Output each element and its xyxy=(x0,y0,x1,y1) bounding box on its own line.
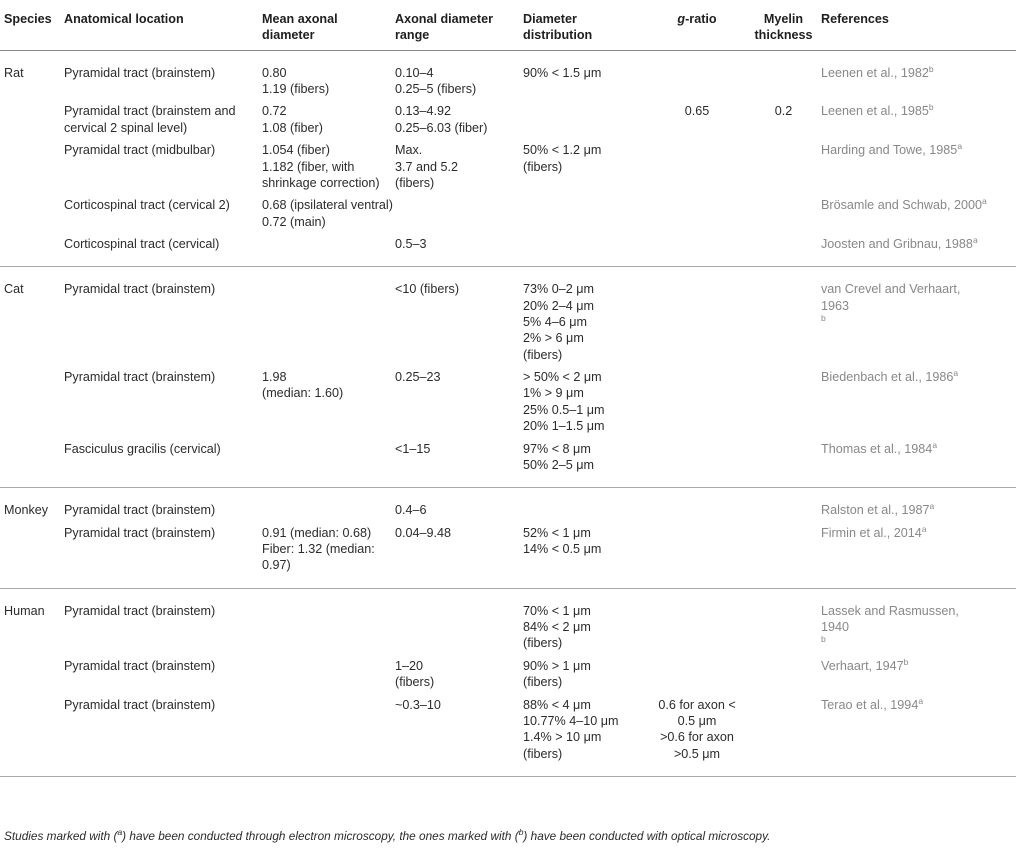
cell-reference: Thomas et al., 1984$^a$ xyxy=(817,441,1016,488)
header-references: References xyxy=(817,0,1016,50)
table-row xyxy=(0,50,1016,103)
cell-reference: Lassek and Rasmussen, 1940 $^b$ xyxy=(821,603,959,645)
cell-myelin-thickness xyxy=(750,488,817,525)
reference-marker: a xyxy=(921,523,927,534)
reference-marker: a xyxy=(929,501,935,512)
cell-mean-diameter: 1.054 (fiber) 1.182 (fiber, with shrinkage correction) xyxy=(262,143,380,190)
reference-marker: b xyxy=(928,102,934,113)
cell-species xyxy=(0,236,60,267)
cell-myelin-thickness xyxy=(750,197,817,236)
cell-species: Monkey xyxy=(4,503,49,518)
cell-myelin-thickness xyxy=(750,697,817,777)
cell-location: Pyramidal tract (brainstem and cervical 2 spinal level) xyxy=(64,104,236,135)
cell-diameter-range: ~0.3–10 xyxy=(391,697,519,777)
cell-reference: Brösamle and Schwab, 2000$^a$ xyxy=(821,196,987,213)
cell-distribution: 90% > 1 μm (fibers) xyxy=(523,658,591,690)
cell-distribution: 90% < 1.5 μm xyxy=(523,65,602,80)
cell-species xyxy=(0,142,60,197)
cell-diameter-range: <10 (fibers) xyxy=(395,282,460,297)
reference-marker: a xyxy=(957,141,963,152)
cell-location: Corticospinal tract (cervical) xyxy=(60,236,258,267)
cell-mean-diameter xyxy=(258,488,391,525)
table-row xyxy=(0,658,1016,697)
cell-species xyxy=(0,369,60,440)
header-gratio: g-ratio xyxy=(644,0,750,50)
table-body xyxy=(0,50,1016,776)
table-row xyxy=(0,697,1016,777)
cell-reference: Joosten and Gribnau, 1988$^a$ xyxy=(817,236,1016,267)
cell-distribution: 73% 0–2 μm 20% 2–4 μm 5% 4–6 μm 2% > 6 μm (fibers) xyxy=(523,282,594,362)
cell-mean-diameter: 0.91 (median: 0.68) Fiber: 1.32 (median: 0.97) xyxy=(258,525,391,589)
table-row xyxy=(0,236,1016,267)
cell-distribution xyxy=(519,197,644,236)
cell-mean-diameter: 0.68 (ipsilateral ventral) 0.72 (main) xyxy=(262,198,393,229)
cell-mean-diameter xyxy=(258,441,391,488)
reference-marker: a xyxy=(918,695,924,706)
cell-species xyxy=(0,197,60,236)
cell-diameter-range xyxy=(391,197,519,236)
reference-marker: b xyxy=(928,63,934,74)
cell-mean-diameter xyxy=(258,588,391,658)
cell-g-ratio xyxy=(644,488,750,525)
cell-diameter-range xyxy=(391,588,519,658)
cell-reference: Terao et al., 1994$^a$ xyxy=(817,697,1016,777)
cell-mean-diameter: 0.72 1.08 (fiber) xyxy=(262,104,323,135)
cell-reference: Ralston et al., 1987$^a$ xyxy=(821,501,935,518)
cell-diameter-range: 0.10–4 0.25–5 (fibers) xyxy=(395,65,477,97)
cell-diameter-range: 0.04–9.48 xyxy=(391,525,519,589)
cell-distribution: 97% < 8 μm 50% 2–5 μm xyxy=(519,441,644,488)
cell-diameter-range: 0.13–4.92 0.25–6.03 (fiber) xyxy=(395,104,488,135)
cell-myelin-thickness xyxy=(750,369,817,440)
cell-species xyxy=(0,697,60,777)
cell-g-ratio xyxy=(644,142,750,197)
reference-marker: a xyxy=(953,368,959,379)
reference-marker: a xyxy=(982,196,987,207)
cell-distribution xyxy=(519,488,644,525)
cell-location: Pyramidal tract (brainstem) xyxy=(64,370,216,385)
table-row xyxy=(0,525,1016,589)
cell-g-ratio: 0.6 for axon < 0.5 μm >0.6 for axon >0.5 μm xyxy=(644,697,750,777)
cell-reference: Leenen et al., 1982$^b$ xyxy=(821,63,934,80)
table-row xyxy=(0,267,1016,369)
cell-species xyxy=(0,525,60,589)
cell-myelin-thickness xyxy=(750,588,817,658)
reference-marker: a xyxy=(932,439,938,450)
table-row xyxy=(0,103,1016,142)
cell-reference: Biedenbach et al., 1986$^a$ xyxy=(821,368,959,385)
cell-species: Human xyxy=(4,603,45,618)
cell-g-ratio xyxy=(644,658,750,697)
header-myelin: Myelin thickness xyxy=(750,0,817,50)
header-distribution: Diameter distribution xyxy=(519,0,644,50)
cell-location: Pyramidal tract (brainstem) xyxy=(64,503,216,518)
cell-mean-diameter xyxy=(258,236,391,267)
cell-diameter-range: 0.25–23 xyxy=(395,370,441,385)
cell-distribution xyxy=(519,103,644,142)
cell-distribution: 88% < 4 μm 10.77% 4–10 μm 1.4% > 10 μm (fibers) xyxy=(519,697,644,777)
cell-distribution xyxy=(519,236,644,267)
cell-myelin-thickness xyxy=(750,267,817,369)
cell-distribution: 52% < 1 μm 14% < 0.5 μm xyxy=(519,525,644,589)
cell-location: Corticospinal tract (cervical 2) xyxy=(64,198,230,213)
cell-myelin-thickness xyxy=(750,441,817,488)
cell-distribution: 70% < 1 μm 84% < 2 μm (fibers) xyxy=(523,603,591,651)
cell-g-ratio xyxy=(644,588,750,658)
cell-g-ratio xyxy=(644,267,750,369)
cell-location: Pyramidal tract (midbulbar) xyxy=(64,143,216,158)
table-row xyxy=(0,142,1016,197)
cell-myelin-thickness: 0.2 xyxy=(774,104,793,119)
cell-g-ratio xyxy=(644,441,750,488)
table-row xyxy=(0,441,1016,488)
cell-mean-diameter: 1.98 (median: 1.60) xyxy=(262,370,344,401)
cell-g-ratio: 0.65 xyxy=(684,104,710,119)
cell-location: Pyramidal tract (brainstem) xyxy=(64,282,216,297)
cell-g-ratio xyxy=(644,525,750,589)
reference-marker: b xyxy=(821,634,826,645)
cell-location: Pyramidal tract (brainstem) xyxy=(64,658,216,673)
cell-location: Pyramidal tract (brainstem) xyxy=(60,697,258,777)
cell-diameter-range: 0.4–6 xyxy=(395,503,427,518)
cell-location: Pyramidal tract (brainstem) xyxy=(64,603,216,618)
cell-mean-diameter: 0.80 1.19 (fibers) xyxy=(262,65,330,97)
cell-diameter-range: 0.5–3 xyxy=(391,236,519,267)
table-row xyxy=(0,369,1016,440)
cell-reference: van Crevel and Verhaart, 1963 $^b$ xyxy=(821,282,961,324)
cell-g-ratio xyxy=(644,50,750,103)
header-range: Axonal diameter range xyxy=(391,0,519,50)
table-row xyxy=(0,197,1016,236)
table-row xyxy=(0,588,1016,658)
cell-reference: Leenen et al., 1985$^b$ xyxy=(821,102,934,119)
cell-diameter-range: 1–20 (fibers) xyxy=(395,658,435,690)
header-species: Species xyxy=(0,0,60,50)
cell-distribution: 50% < 1.2 μm (fibers) xyxy=(523,143,602,174)
cell-species xyxy=(0,441,60,488)
cell-reference: Harding and Towe, 1985$^a$ xyxy=(821,141,963,158)
reference-marker: b xyxy=(821,313,826,324)
cell-mean-diameter xyxy=(258,267,391,369)
reference-marker: a xyxy=(972,234,978,245)
cell-reference: Firmin et al., 2014$^a$ xyxy=(817,525,1016,589)
reference-marker: b xyxy=(903,656,909,667)
cell-g-ratio xyxy=(644,236,750,267)
cell-species: Cat xyxy=(4,282,24,297)
table-footnote: Studies marked with ($^a$) have been conducted through electron microscopy, the ones marked with ($^b$) have been conducted with optical microscopy. xyxy=(4,827,771,843)
cell-diameter-range: Max. 3.7 and 5.2 (fibers) xyxy=(395,143,459,190)
cell-myelin-thickness xyxy=(750,525,817,589)
table-header xyxy=(0,0,1016,50)
cell-distribution: > 50% < 2 μm 1% > 9 μm 25% 0.5–1 μm 20% 1–1.5 μm xyxy=(523,370,605,434)
cell-species xyxy=(0,658,60,697)
cell-mean-diameter xyxy=(258,697,391,777)
cell-g-ratio xyxy=(644,369,750,440)
header-mean: Mean axonal diameter xyxy=(258,0,391,50)
cell-location: Pyramidal tract (brainstem) xyxy=(64,65,216,80)
cell-diameter-range: <1–15 xyxy=(391,441,519,488)
header-location: Anatomical location xyxy=(60,0,258,50)
cell-myelin-thickness xyxy=(750,142,817,197)
cell-myelin-thickness xyxy=(750,658,817,697)
cell-reference: Verhaart, 1947$^b$ xyxy=(821,656,909,673)
cell-location: Fasciculus gracilis (cervical) xyxy=(60,441,258,488)
cell-g-ratio xyxy=(644,197,750,236)
cell-mean-diameter xyxy=(258,658,391,697)
cell-myelin-thickness xyxy=(750,236,817,267)
cell-myelin-thickness xyxy=(750,50,817,103)
cell-location: Pyramidal tract (brainstem) xyxy=(60,525,258,589)
table-row xyxy=(0,488,1016,525)
cell-species: Rat xyxy=(4,65,24,80)
cell-species xyxy=(0,103,60,142)
